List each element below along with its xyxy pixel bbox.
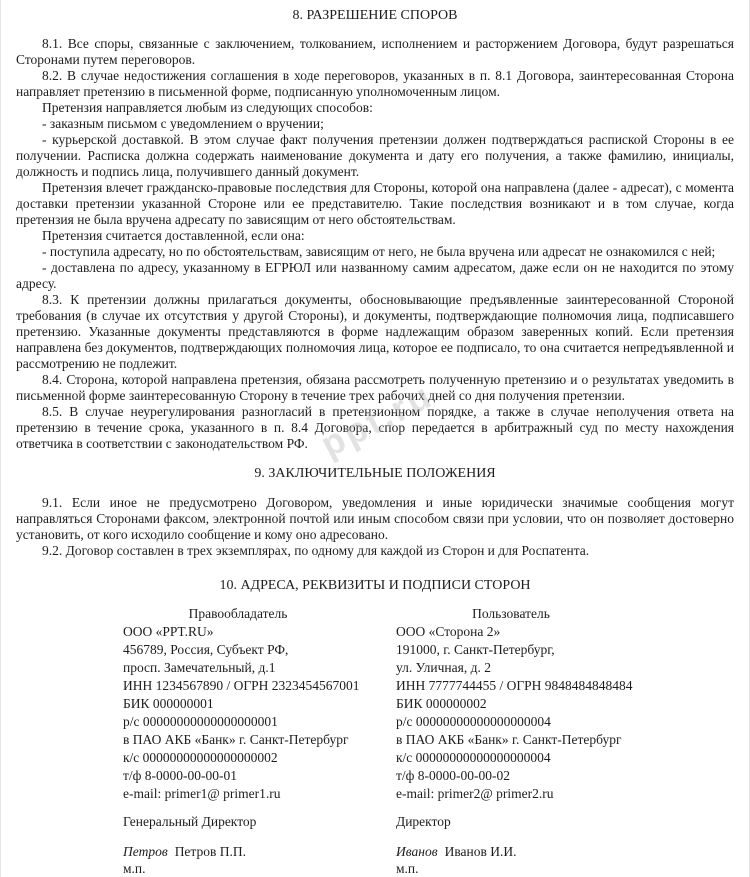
para-9-2: 9.2. Договор составлен в трех экземплярах, по одному для каждой из Сторон и для Роспатента.	[42, 543, 590, 558]
party-role: Правообладатель	[188, 606, 288, 621]
list-item-received-not-handed: - поступила адресату, но по обстоятельствам, зависящим от него, не была вручена или адресат не ознакомился с ней;	[42, 244, 716, 259]
seal-placeholder: м.п.	[396, 861, 419, 876]
signature-row	[123, 843, 373, 861]
handwritten-signature: Иванов	[396, 844, 438, 859]
inn-ogrn: ИНН 1234567890 / ОГРН 2323454567001	[123, 678, 360, 693]
para-8-4: 8.4. Сторона, которой направлена претензия, обязана рассмотреть полученную претензию и о результатах уведомить в письменной форме заинтересованную Сторону в течение трех рабочих дней со дня получения претензии.	[16, 372, 734, 403]
party-rightsholder-column	[123, 605, 373, 877]
bank-name: в ПАО АКБ «Банк» г. Санкт-Петербург	[123, 732, 349, 747]
list-item-delivered-to-egrul-address: - доставлена по адресу, указанному в ЕГРЮЛ или названному самим адресатом, даже если он не находится по этому адресу.	[16, 260, 734, 291]
para-claim-methods-intro: Претензия направляется любым из следующих способов:	[42, 100, 373, 115]
para-8-1: 8.1. Все споры, связанные с заключением, толкованием, исполнением и расторжением Договора, будут разрешаться Сторонами путем переговоров.	[16, 36, 734, 67]
phone-fax: т/ф 8-0000-00-00-01	[123, 768, 238, 783]
address-line-2: ул. Уличная, д. 2	[396, 660, 491, 675]
handwritten-signature: Петров	[123, 844, 168, 859]
corr-account: к/с 00000000000000000004	[396, 750, 551, 765]
address-line-1: 456789, Россия, Субъект РФ,	[123, 642, 289, 657]
bik: БИК 000000001	[123, 696, 214, 711]
para-8-2: 8.2. В случае недостижения соглашения в ходе переговоров, указанных в п. 8.1 Договора, заинтересованная Сторона направляет претензию в письменной форме, подписанную уполномоченным лицом.	[16, 68, 734, 99]
company-name: ООО «Сторона 2»	[396, 624, 501, 639]
inn-ogrn: ИНН 7777744455 / ОГРН 9848484848484	[396, 678, 633, 693]
bik: БИК 000000002	[396, 696, 487, 711]
para-claim-delivered-intro: Претензия считается доставленной, если она:	[42, 228, 305, 243]
requisites-columns	[123, 605, 734, 877]
ppt-ru-watermark: ppt.ru	[314, 374, 440, 466]
list-item-courier-delivery: - курьерской доставкой. В этом случае факт получения претензии должен подтверждаться распиской Стороны в ее получении. Расписка должна содержать наименование документа и дату его получения, а также фамилию, инициалы, должность и подпись лица, получившего данный документ.	[16, 132, 734, 179]
settlement-account: р/с 00000000000000000004	[396, 714, 551, 729]
section-9-title: 9. ЗАКЛЮЧИТЕЛЬНЫЕ ПОЛОЖЕНИЯ	[254, 466, 496, 481]
para-9-1: 9.1. Если иное не предусмотрено Договором, уведомления и иные юридически значимые сообщения могут направляться Сторонами факсом, электронной почтой или иным способом связи при условии, что он позволяет достоверно установить, от кого исходило сообщение и кому оно адресовано.	[16, 495, 734, 542]
signer-name: Иванов И.И.	[444, 844, 517, 859]
address-line-1: 191000, г. Санкт-Петербург,	[396, 642, 555, 657]
email: e-mail: primer1@ primer1.ru	[123, 786, 281, 801]
section-8-title: 8. РАЗРЕШЕНИЕ СПОРОВ	[292, 8, 458, 23]
corr-account: к/с 00000000000000000002	[123, 750, 278, 765]
signature-row	[396, 843, 646, 861]
list-item-registered-mail: - заказным письмом с уведомлением о вручении;	[42, 116, 324, 131]
party-role: Пользователь	[472, 606, 550, 621]
bank-name: в ПАО АКБ «Банк» г. Санкт-Петербург	[396, 732, 622, 747]
para-8-5: 8.5. В случае неурегулирования разногласий в претензионном порядке, а также в случае неполучения ответа на претензию в течение срока, указанного в п. 8.4 Договора, спор передается в арбитражный суд по месту нахождения ответчика в соответствии с законодательством РФ.	[16, 404, 734, 451]
company-name: ООО «PPT.RU»	[123, 624, 214, 639]
phone-fax: т/ф 8-0000-00-00-02	[396, 768, 511, 783]
signer-position: Генеральный Директор	[123, 814, 257, 829]
signer-name: Петров П.П.	[174, 844, 246, 859]
settlement-account: р/с 00000000000000000001	[123, 714, 278, 729]
party-user-column	[396, 605, 646, 877]
address-line-2: просп. Замечательный, д.1	[123, 660, 276, 675]
section-10-title: 10. АДРЕСА, РЕКВИЗИТЫ И ПОДПИСИ СТОРОН	[219, 578, 531, 593]
signer-position: Директор	[396, 814, 451, 829]
email: e-mail: primer2@ primer2.ru	[396, 786, 554, 801]
seal-placeholder: м.п.	[123, 861, 146, 876]
para-claim-consequences: Претензия влечет гражданско-правовые последствия для Стороны, которой она направлена (далее - адресат), с момента доставки претензии указанной Стороне или ее представителю. Такие последствия возникают и в том случае, когда претензия не была вручена адресату по зависящим от него обстоятельствам.	[16, 180, 734, 227]
para-8-3: 8.3. К претензии должны прилагаться документы, обосновывающие предъявленные заинтересованной Стороной требования (в случае их отсутствия у другой Стороны), и документы, подтверждающие полномочия лица, подписавшего претензию. Указанные документы представляются в форме надлежащим образом заверенных копий. Если претензия направлена без документов, подтверждающих полномочия лица, которое ее подписало, то она считается непредъявленной и рассмотрению не подлежит.	[16, 292, 734, 371]
